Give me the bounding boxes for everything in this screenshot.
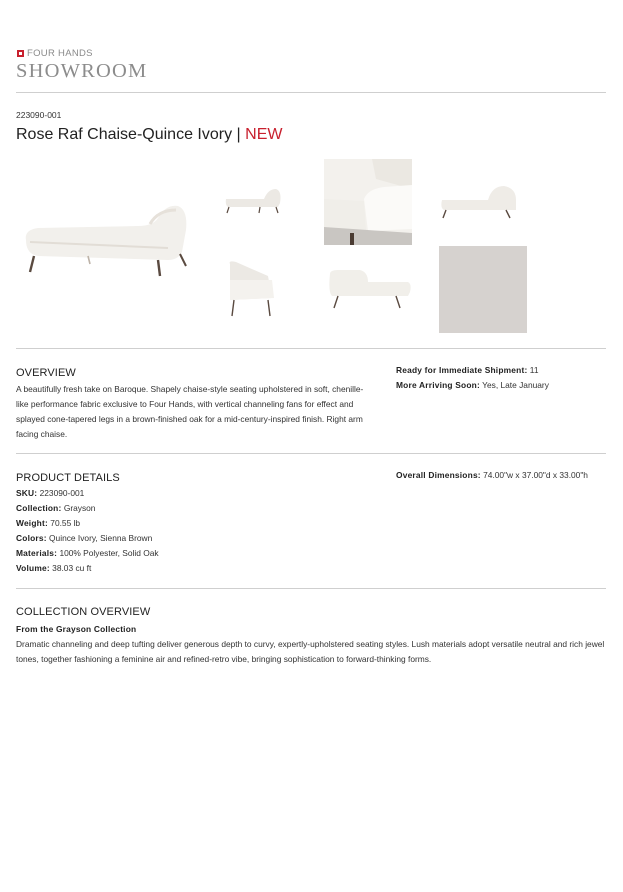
details-heading: PRODUCT DETAILS: [16, 472, 120, 484]
page-title: [16, 126, 282, 144]
brand-logo: [17, 48, 93, 59]
chaise-image-icon: [18, 190, 188, 280]
chaise-image-icon: [438, 180, 524, 224]
divider: [16, 588, 606, 589]
dimensions-value: 74.00"w x 37.00"d x 33.00"h: [483, 470, 588, 480]
detail-row: [16, 546, 159, 561]
detail-row: [16, 531, 159, 546]
product-image-front[interactable]: [438, 180, 524, 224]
chaise-back-image-icon: [324, 268, 412, 312]
divider: [16, 92, 606, 93]
detail-label: SKU:: [16, 488, 38, 498]
availability-label: More Arriving Soon:: [396, 380, 480, 390]
overview-text: A beautifully fresh take on Baroque. Shapely chaise-style seating upholstered in soft, chenille-like performance fabric exclusive to Four Hands, with vertical channeling fans for effect and splayed cone-tapered legs in a brown-finished oak for a mid-century-inspired finish. Right arm facing chaise.: [16, 384, 364, 439]
product-image-side[interactable]: [224, 258, 284, 320]
detail-label: Weight:: [16, 518, 48, 528]
detail-value: 100% Polyester, Solid Oak: [59, 548, 159, 558]
brand-square-icon: [17, 50, 24, 57]
collection-subheading-text: From the Grayson Collection: [16, 624, 137, 634]
detail-value: 38.03 cu ft: [52, 563, 92, 573]
availability-label: Ready for Immediate Shipment:: [396, 365, 528, 375]
detail-row: [16, 516, 159, 531]
availability-value: Yes, Late January: [482, 380, 549, 390]
product-title: Rose Raf Chaise-Quince Ivory: [16, 126, 233, 143]
availability-value: 11: [529, 365, 539, 375]
dimensions-label: Overall Dimensions:: [396, 470, 481, 480]
brand-name: FOUR HANDS: [27, 48, 93, 59]
chaise-side-image-icon: [224, 258, 284, 320]
product-image-main[interactable]: [18, 190, 188, 280]
product-image-detail[interactable]: [324, 159, 412, 245]
availability-row: [396, 363, 549, 378]
collection-subheading: [16, 622, 136, 637]
dimensions-info: [396, 468, 588, 483]
dimensions-row: [396, 468, 588, 483]
detail-value: 223090-001: [39, 488, 85, 498]
product-sku: 223090-001: [16, 110, 62, 120]
detail-label: Materials:: [16, 548, 58, 558]
detail-label: Volume:: [16, 563, 50, 573]
detail-label: Collection:: [16, 503, 62, 513]
collection-heading: COLLECTION OVERVIEW: [16, 606, 151, 618]
availability-info: [396, 363, 549, 393]
divider: [16, 453, 606, 454]
detail-row: [16, 486, 159, 501]
product-image-back[interactable]: [324, 268, 412, 312]
collection-text: Dramatic channeling and deep tufting deliver generous depth to curvy, expertly-upholstered seating styles. Lush materials adopt versatile neutral and rich jewel tones, together fashioning a feminine air and refined-retro vibe, bringing sophistication to forward-thinking forms.: [16, 639, 605, 664]
brand-showroom: SHOWROOM: [16, 60, 148, 82]
details-list: [16, 486, 159, 576]
detail-value: Grayson: [63, 503, 96, 513]
title-separator: |: [232, 126, 246, 143]
divider: [16, 348, 606, 349]
arm-closeup-image-icon: [324, 159, 412, 245]
product-image-angle[interactable]: [224, 185, 284, 215]
fabric-swatch[interactable]: [439, 246, 527, 333]
detail-row: [16, 501, 159, 516]
detail-value: Quince Ivory, Sienna Brown: [49, 533, 153, 543]
overview-heading: OVERVIEW: [16, 367, 76, 379]
chaise-image-icon: [224, 185, 284, 215]
detail-value: 70.55 lb: [50, 518, 81, 528]
detail-row: [16, 561, 159, 576]
detail-label: Colors:: [16, 533, 47, 543]
availability-row: [396, 378, 549, 393]
new-badge: NEW: [245, 126, 283, 143]
